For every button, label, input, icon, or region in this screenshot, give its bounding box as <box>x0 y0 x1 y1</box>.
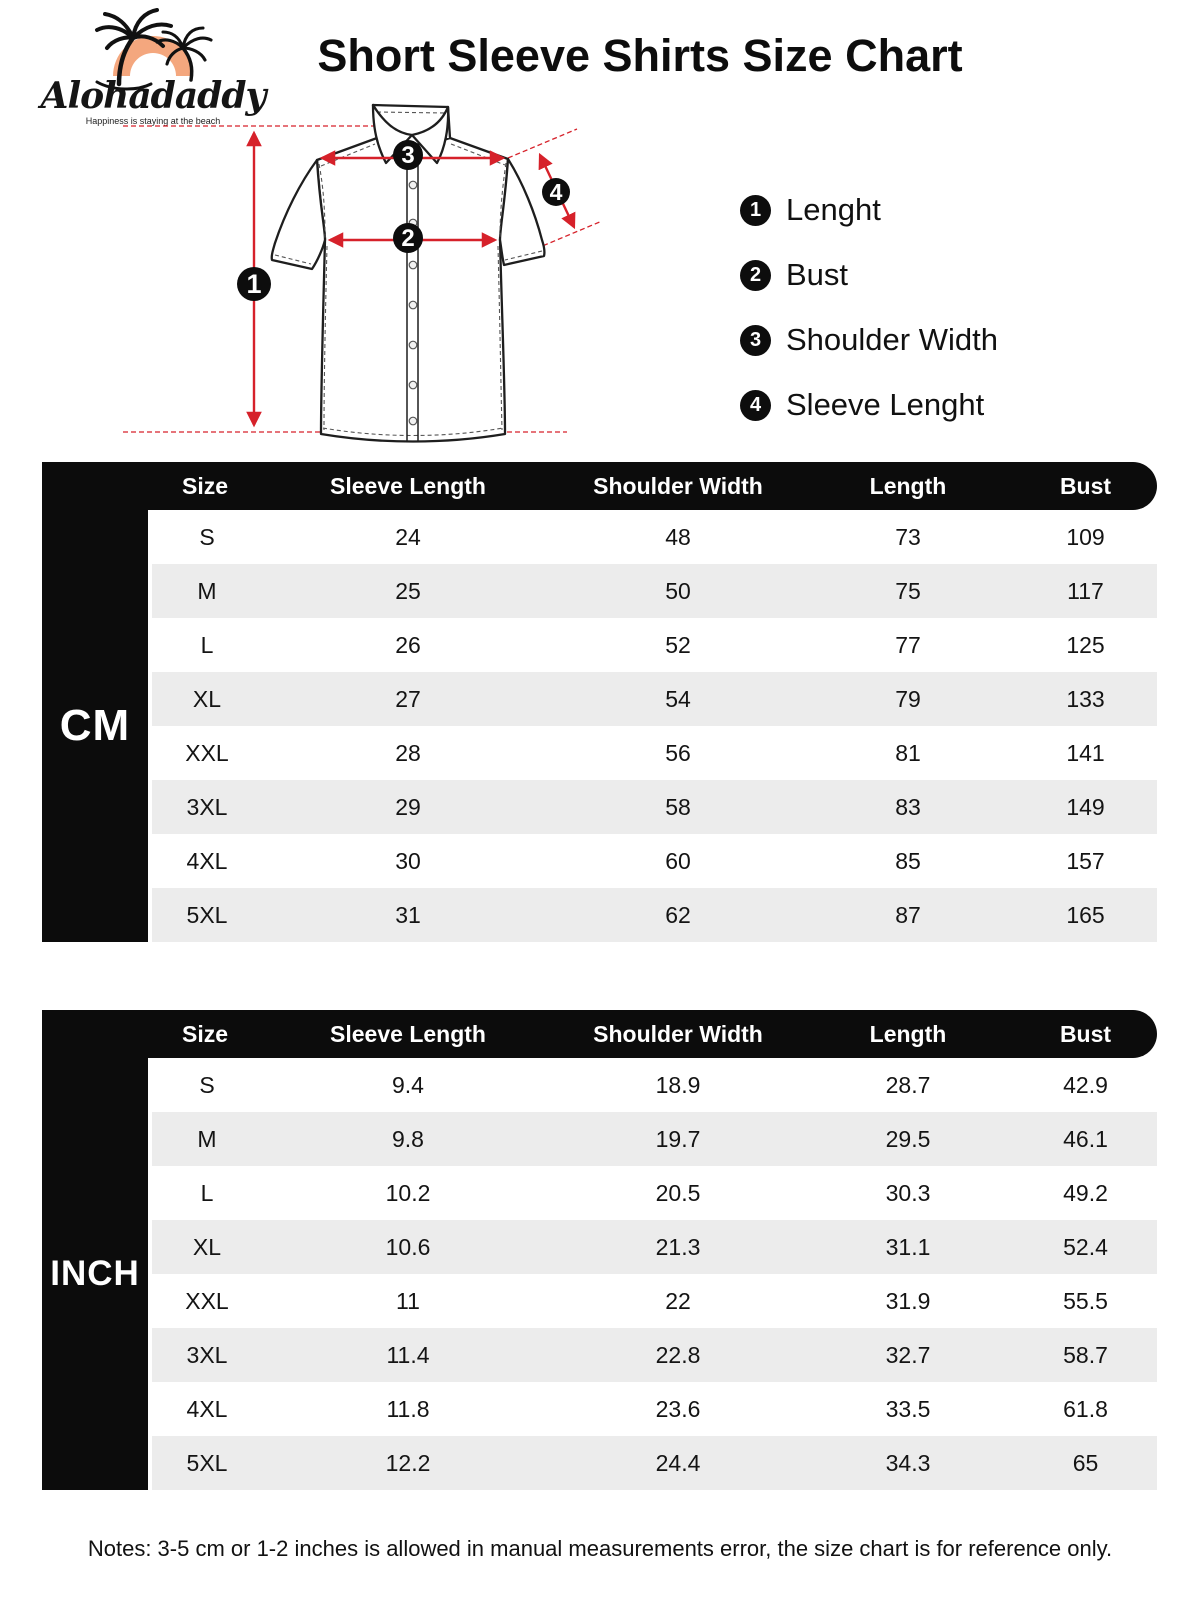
legend-item-shoulder-width <box>740 322 998 358</box>
table-row <box>152 510 1157 564</box>
table-rows <box>152 510 1157 942</box>
value-cell: 29 <box>395 793 421 820</box>
value-cell: 18.9 <box>655 1071 701 1098</box>
svg-text:2: 2 <box>401 225 415 252</box>
value-cell: 46.1 <box>1063 1125 1108 1152</box>
sleeve-top-guide-line <box>508 129 577 158</box>
diagram-marker-3 <box>393 140 423 170</box>
cm-size-table <box>42 462 1157 942</box>
shirt-diagram-svg <box>115 88 615 448</box>
value-cell: 61.8 <box>1063 1395 1108 1422</box>
column-header: Length <box>869 1020 947 1047</box>
value-cell: 83 <box>895 793 921 820</box>
value-cell: 9.8 <box>392 1125 424 1152</box>
table-row <box>152 564 1157 618</box>
value-cell: 73 <box>895 523 921 550</box>
table-row <box>152 1328 1157 1382</box>
legend-label: Bust <box>786 257 849 292</box>
value-cell: 133 <box>1066 685 1105 712</box>
value-cell: 157 <box>1066 847 1105 874</box>
column-header: Size <box>181 472 229 499</box>
legend-label: Sleeve Lenght <box>786 387 985 422</box>
value-cell: 117 <box>1067 577 1104 604</box>
value-cell: 42.9 <box>1063 1071 1108 1098</box>
legend-label: Lenght <box>786 192 881 227</box>
value-cell: 22 <box>665 1287 691 1314</box>
value-cell: 10.2 <box>385 1179 431 1206</box>
value-cell: 31.9 <box>885 1287 931 1314</box>
legend-label: Shoulder Width <box>786 322 998 357</box>
value-cell: 30.3 <box>885 1179 931 1206</box>
value-cell: 28.7 <box>885 1071 931 1098</box>
value-cell: 58.7 <box>1063 1341 1108 1368</box>
value-cell: 11.8 <box>386 1395 430 1422</box>
value-cell: 26 <box>395 631 421 658</box>
table-row <box>152 1112 1157 1166</box>
value-cell: 141 <box>1066 739 1105 766</box>
value-cell: 9.4 <box>392 1071 424 1098</box>
value-cell: 109 <box>1066 523 1105 550</box>
value-cell: 79 <box>895 685 921 712</box>
value-cell: 149 <box>1066 793 1105 820</box>
column-header: Sleeve Length <box>330 1020 486 1047</box>
table-row <box>152 672 1157 726</box>
value-cell: 12.2 <box>385 1449 431 1476</box>
table-row <box>152 834 1157 888</box>
value-cell: 52.4 <box>1063 1233 1108 1260</box>
value-cell: 11 <box>396 1287 420 1314</box>
value-cell: 31.1 <box>885 1233 931 1260</box>
measurement-note: Notes: 3-5 cm or 1-2 inches is allowed in manual measurements error, the size chart is for reference only. <box>87 1536 1113 1561</box>
column-header: Size <box>181 1020 229 1047</box>
value-cell: 25 <box>395 577 421 604</box>
value-cell: 20.5 <box>655 1179 701 1206</box>
svg-text:1: 1 <box>246 269 262 299</box>
page-title: Short Sleeve Shirts Size Chart <box>317 30 963 81</box>
size-cell: 5XL <box>186 901 228 928</box>
size-cell: XL <box>192 685 222 712</box>
legend-item-bust <box>740 257 998 293</box>
value-cell: 60 <box>665 847 691 874</box>
unit-label: INCH <box>50 1254 140 1293</box>
value-cell: 22.8 <box>655 1341 701 1368</box>
unit-band-inch <box>42 1058 148 1490</box>
value-cell: 81 <box>895 739 921 766</box>
table-row <box>152 1436 1157 1490</box>
size-cell: M <box>197 577 217 604</box>
size-cell: L <box>200 1179 214 1206</box>
svg-text:3: 3 <box>401 142 415 169</box>
size-cell: XXL <box>185 739 229 766</box>
legend-badge-3: 3 <box>740 325 771 356</box>
value-cell: 27 <box>395 685 421 712</box>
table-row <box>152 618 1157 672</box>
value-cell: 10.6 <box>385 1233 431 1260</box>
value-cell: 62 <box>665 901 691 928</box>
size-cell: 4XL <box>186 1395 228 1422</box>
value-cell: 30 <box>395 847 421 874</box>
value-cell: 77 <box>895 631 921 658</box>
column-header: Shoulder Width <box>593 1020 763 1047</box>
size-cell: S <box>199 523 215 550</box>
column-header: Shoulder Width <box>593 472 763 499</box>
value-cell: 58 <box>665 793 691 820</box>
shirt-measurement-diagram <box>115 88 615 448</box>
table-row <box>152 726 1157 780</box>
value-cell: 11.4 <box>386 1341 430 1368</box>
value-cell: 65 <box>1072 1449 1099 1476</box>
value-cell: 125 <box>1066 631 1105 658</box>
table-row <box>152 1274 1157 1328</box>
value-cell: 33.5 <box>885 1395 931 1422</box>
legend-item-sleeve-length <box>740 387 998 423</box>
value-cell: 87 <box>895 901 921 928</box>
table-header-row <box>42 1010 1157 1058</box>
size-cell: 4XL <box>186 847 228 874</box>
measurement-legend <box>740 192 998 452</box>
size-cell: M <box>197 1125 217 1152</box>
table-row <box>152 780 1157 834</box>
value-cell: 55.5 <box>1063 1287 1108 1314</box>
value-cell: 165 <box>1066 901 1105 928</box>
inch-size-table <box>42 1010 1157 1490</box>
value-cell: 21.3 <box>655 1233 701 1260</box>
svg-text:4: 4 <box>549 179 563 205</box>
diagram-marker-4 <box>542 178 570 206</box>
value-cell: 19.7 <box>655 1125 701 1152</box>
value-cell: 49.2 <box>1063 1179 1108 1206</box>
size-cell: 3XL <box>186 1341 228 1368</box>
legend-badge-1: 1 <box>740 195 771 226</box>
value-cell: 54 <box>665 685 691 712</box>
value-cell: 52 <box>665 631 691 658</box>
legend-badge-4: 4 <box>740 390 771 421</box>
value-cell: 56 <box>665 739 691 766</box>
table-row <box>152 888 1157 942</box>
column-header: Sleeve Length <box>330 472 486 499</box>
size-cell: L <box>200 631 214 658</box>
table-row <box>152 1166 1157 1220</box>
unit-label: CM <box>59 701 131 750</box>
size-cell: XL <box>192 1233 222 1260</box>
value-cell: 85 <box>895 847 921 874</box>
legend-item-length <box>740 192 998 228</box>
size-cell: 5XL <box>186 1449 228 1476</box>
diagram-marker-2 <box>393 223 423 253</box>
table-row <box>152 1220 1157 1274</box>
size-cell: S <box>199 1071 215 1098</box>
value-cell: 48 <box>665 523 691 550</box>
table-row <box>152 1058 1157 1112</box>
value-cell: 29.5 <box>885 1125 931 1152</box>
value-cell: 31 <box>395 901 421 928</box>
value-cell: 34.3 <box>885 1449 931 1476</box>
column-header: Bust <box>1059 472 1112 499</box>
table-row <box>152 1382 1157 1436</box>
legend-badge-2: 2 <box>740 260 771 291</box>
brand-name: Alohadaddy <box>40 75 266 117</box>
diagram-marker-1 <box>237 267 271 301</box>
column-header: Bust <box>1059 1020 1112 1047</box>
value-cell: 24.4 <box>655 1449 701 1476</box>
size-cell: XXL <box>185 1287 229 1314</box>
value-cell: 28 <box>395 739 421 766</box>
column-header: Length <box>869 472 947 499</box>
value-cell: 75 <box>895 577 921 604</box>
value-cell: 23.6 <box>655 1395 701 1422</box>
size-cell: 3XL <box>186 793 228 820</box>
unit-band-cm <box>42 510 148 942</box>
value-cell: 32.7 <box>885 1341 931 1368</box>
table-header-row <box>42 462 1157 510</box>
brand-tagline: Happiness is staying at the beach <box>85 116 221 126</box>
value-cell: 50 <box>665 577 691 604</box>
table-rows <box>152 1058 1157 1490</box>
value-cell: 24 <box>395 523 421 550</box>
